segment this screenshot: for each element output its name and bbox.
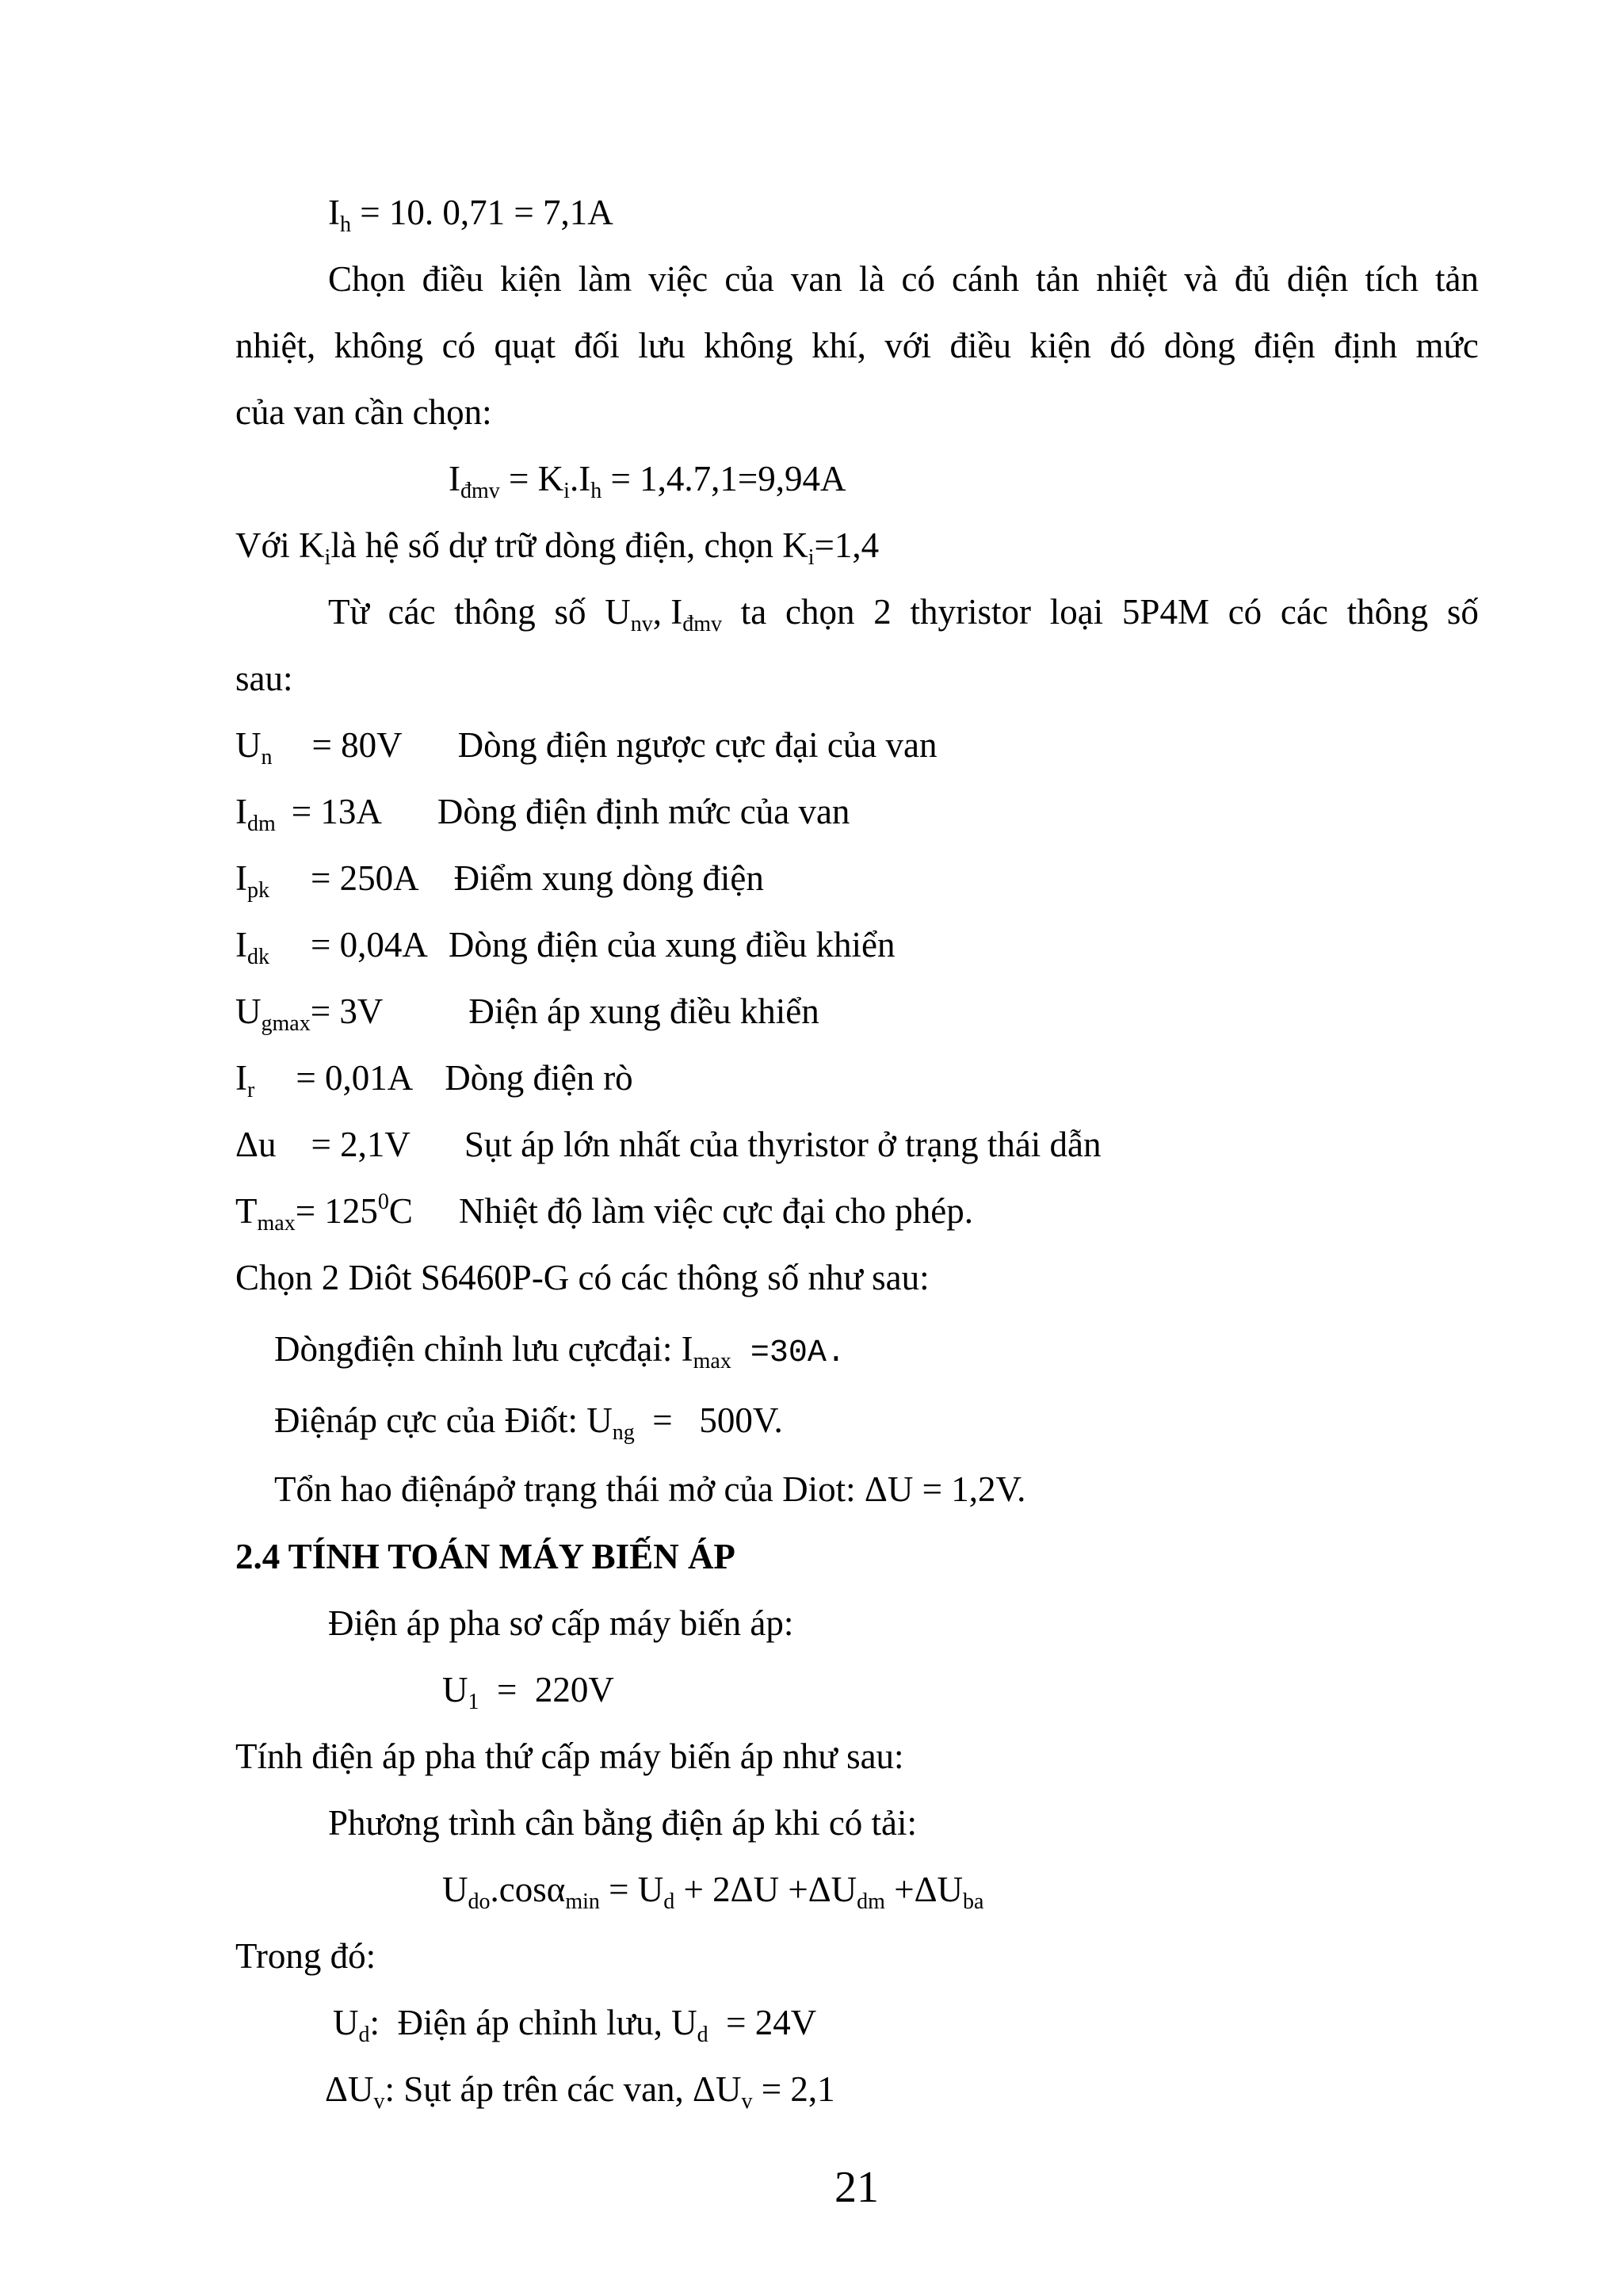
word: đó bbox=[1109, 326, 1146, 365]
spec-row: Δu = 2,1V Sụt áp lớn nhất của thyristor ở trạng thái dẫn bbox=[235, 1125, 1102, 1164]
diode-spec-voltage: Điệnáp cực của Điốt: $U_{ng} = 500V$. bbox=[274, 1400, 783, 1445]
section-line: Trong đó: bbox=[235, 1936, 376, 1976]
paragraph-1-line-2 bbox=[235, 328, 1479, 364]
word: đủ bbox=[1234, 259, 1270, 299]
spec-row: $I_{dm} = 13A$ Dòng điện định mức của van bbox=[235, 792, 850, 836]
word: việc bbox=[648, 259, 708, 299]
spec-row: $I_r = 0,01A$ Dòng điện rò bbox=[235, 1058, 633, 1102]
word: điều bbox=[422, 259, 484, 299]
ih-formula: $I_h = 10$. 0,71 = 7,1A bbox=[328, 193, 613, 237]
word: và bbox=[1184, 259, 1218, 299]
word: làm bbox=[578, 259, 632, 299]
spec-row: $I_{dk} = 0,04A$ Dòng điện của xung điều khiển bbox=[235, 925, 896, 969]
word: với bbox=[884, 326, 932, 365]
section-line: Tính điện áp pha thứ cấp máy biến áp như sau: bbox=[235, 1736, 904, 1776]
diode-spec-current: Dòngđiện chỉnh lưu cựcđại: $I_{max} =30A$. bbox=[274, 1329, 846, 1373]
section-heading: 2.4 TÍNH TOÁN MÁY BIẾN ÁP bbox=[235, 1537, 735, 1576]
word: điện bbox=[1254, 326, 1316, 365]
balance-equation: $U_{do}.\cos\alpha_{min} = U_d + 2\Delta U +\Delta U_{dm} +\Delta U_{ba}$ bbox=[442, 1870, 984, 1914]
idmv-formula: $I_{đmv} = K_i.I_h = 1,4.7,1=9,94A$ bbox=[449, 459, 846, 503]
word: cánh bbox=[952, 259, 1019, 299]
word: khí, bbox=[812, 326, 866, 365]
page-number: 21 bbox=[834, 2163, 879, 2212]
word: có bbox=[441, 326, 476, 365]
spec-row: $U_{gmax}= 3V$ Điện áp xung điều khiển bbox=[235, 991, 819, 1036]
word: quạt bbox=[494, 326, 556, 365]
word: điều bbox=[949, 326, 1011, 365]
spec-row: $T_{max}= 125^0C$ Nhiệt độ làm việc cực đại cho phép. bbox=[235, 1190, 974, 1236]
word: lưu bbox=[638, 326, 685, 365]
word: van bbox=[790, 259, 842, 299]
word: kiện bbox=[500, 259, 562, 299]
word: Chọn bbox=[328, 259, 406, 299]
word: là bbox=[858, 259, 885, 299]
paragraph-1-line-3: của van cần chọn: bbox=[235, 392, 492, 432]
paragraph-2-line-2: sau: bbox=[235, 659, 293, 698]
word: mức bbox=[1415, 326, 1479, 365]
ud-definition: $U_d$: Điện áp chỉnh lưu, $U_d = 24V$ bbox=[333, 2003, 817, 2047]
section-line: Phương trình cân bằng điện áp khi có tải: bbox=[328, 1803, 918, 1843]
word: đối bbox=[574, 326, 620, 365]
word: định bbox=[1334, 326, 1398, 365]
word: dòng bbox=[1163, 326, 1235, 365]
paragraph-2-line-1: Từ các thông số $U_{nv}$, $I_{đmv}$ ta chọn 2 thyristor loại 5P4M có các thông số bbox=[328, 592, 1479, 636]
word: có bbox=[901, 259, 935, 299]
dv-definition: $\Delta U_v$: Sụt áp trên các van, $\Delta U_v = 2,1$ bbox=[325, 2069, 835, 2114]
word: tản bbox=[1434, 259, 1479, 299]
section-line: Điện áp pha sơ cấp máy biến áp: bbox=[328, 1603, 794, 1643]
spec-row: $U_n = 80V$ Dòng điện ngược cực đại của van bbox=[235, 725, 938, 770]
word: diện bbox=[1286, 259, 1349, 299]
spec-row: $I_{pk} = 250A$ Điểm xung dòng điện bbox=[235, 858, 764, 903]
u1-formula: $U_1 = 220V$ bbox=[442, 1670, 614, 1714]
ki-definition: Với $K_ilà$ hệ số dự trữ dòng điện, chọn $K_i=1,4$ bbox=[235, 525, 880, 570]
word: nhiệt, bbox=[235, 326, 316, 365]
word: không bbox=[704, 326, 793, 365]
word: kiện bbox=[1029, 326, 1091, 365]
word: không bbox=[334, 326, 424, 365]
word: nhiệt bbox=[1096, 259, 1168, 299]
word: của bbox=[724, 259, 774, 299]
word: tản bbox=[1036, 259, 1080, 299]
diode-intro: Chọn 2 Diôt S6460P-G có các thông số như sau: bbox=[235, 1258, 930, 1297]
paragraph-1-line-1 bbox=[328, 259, 1479, 299]
word: tích bbox=[1365, 259, 1419, 299]
diode-spec-loss: Tổn hao điệnápở trạng thái mở của Diot: ΔU = 1,2V. bbox=[274, 1469, 1026, 1509]
